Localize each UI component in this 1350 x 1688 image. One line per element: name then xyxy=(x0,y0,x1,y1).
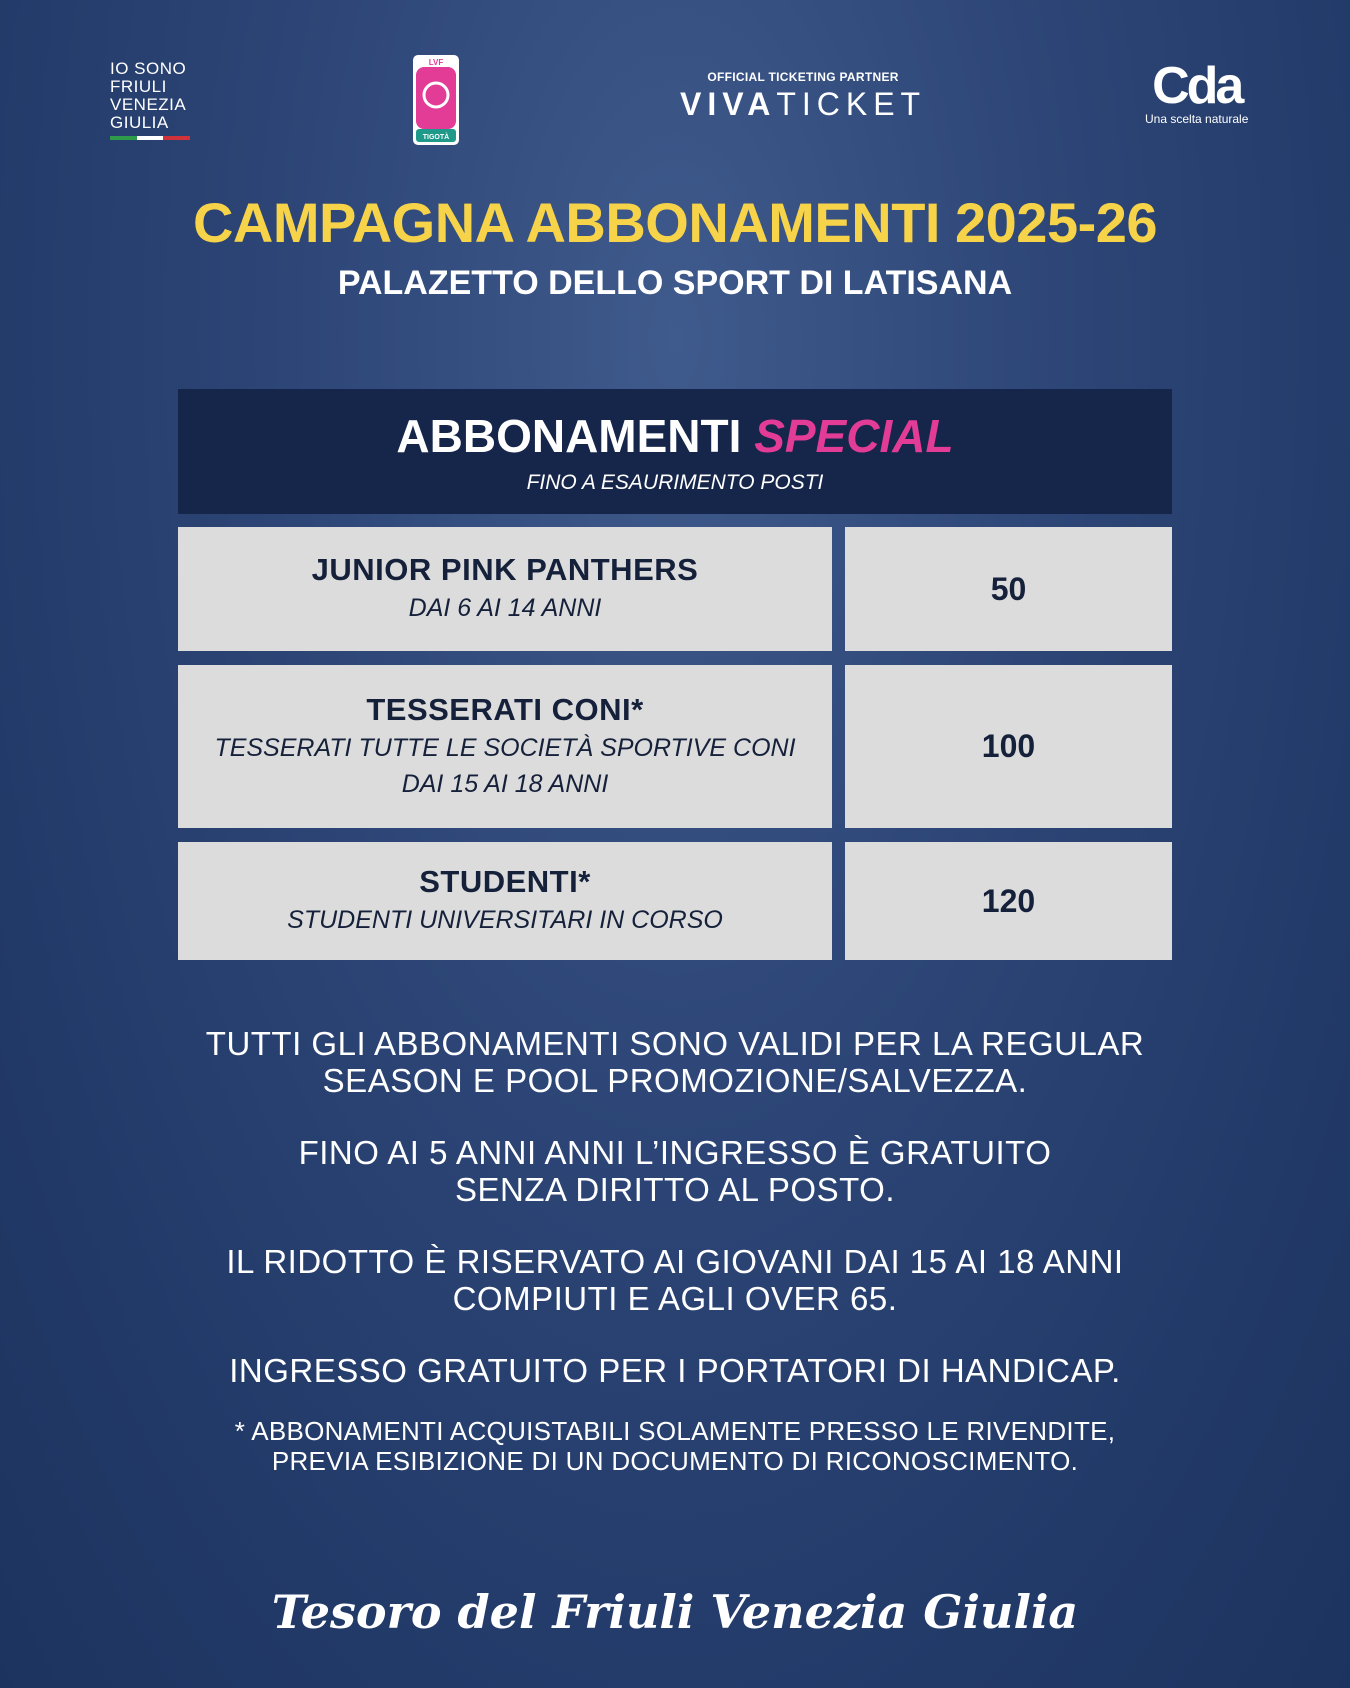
note-line: COMPIUTI E AGLI OVER 65. xyxy=(452,1280,898,1317)
note-reduced xyxy=(0,1243,1350,1317)
vivaticket-logo xyxy=(680,70,926,123)
cda-mark: Cda xyxy=(1152,57,1242,115)
lvf-logo-bottom: TIGOTÀ xyxy=(422,134,450,141)
row-price: 50 xyxy=(845,527,1172,651)
logo-bar xyxy=(0,0,1350,150)
italian-flag-stripe xyxy=(110,136,190,140)
friuli-logo-line: VENEZIA xyxy=(110,95,187,114)
lvf-logo xyxy=(413,55,459,145)
note-validity xyxy=(0,1025,1350,1099)
table-heading-sub: FINO A ESAURIMENTO POSTI xyxy=(526,471,824,494)
row-desc: DAI 6 AI 14 ANNI xyxy=(408,594,602,622)
note-line: FINO AI 5 ANNI ANNI L’INGRESSO È GRATUITO xyxy=(298,1134,1052,1171)
friuli-logo-line: FRIULI xyxy=(110,77,167,96)
table-heading-accent: SPECIAL xyxy=(754,410,954,462)
row-desc: TESSERATI TUTTE LE SOCIETÀ SPORTIVE CONI xyxy=(214,733,796,762)
vivaticket-wordmark xyxy=(680,86,926,123)
notes xyxy=(0,1025,1350,1476)
lvf-logo-top: LVF xyxy=(428,58,444,67)
note-handicap xyxy=(0,1352,1350,1389)
row-name: TESSERATI CONI* xyxy=(366,691,644,727)
footer-slogan: Tesoro del Friuli Venezia Giulia xyxy=(271,1585,1079,1639)
table-row-junior xyxy=(178,527,832,651)
cda-tagline: Una scelta naturale xyxy=(1145,112,1249,126)
row-price: 100 xyxy=(845,665,1172,828)
note-free-under5 xyxy=(0,1134,1350,1208)
note-line: TUTTI GLI ABBONAMENTI SONO VALIDI PER LA REGULAR xyxy=(205,1025,1145,1062)
vivaticket-rest: TICKET xyxy=(776,86,927,122)
row-desc: DAI 15 AI 18 ANNI xyxy=(401,769,609,798)
table-heading-title xyxy=(178,409,1172,463)
table-row-studenti xyxy=(178,842,832,960)
vivaticket-bold: VIVA xyxy=(680,86,777,122)
row-name: JUNIOR PINK PANTHERS xyxy=(311,552,699,587)
friuli-logo-line: IO SONO xyxy=(110,59,187,78)
note-line: SENZA DIRITTO AL POSTO. xyxy=(454,1171,895,1208)
vivaticket-caption: OFFICIAL TICKETING PARTNER xyxy=(707,70,899,84)
friuli-logo-line: GIULIA xyxy=(110,113,169,132)
page-title: CAMPAGNA ABBONAMENTI 2025-26 xyxy=(192,191,1158,254)
note-line: IL RIDOTTO È RISERVATO AI GIOVANI DAI 15 AI 18 ANNI xyxy=(226,1243,1124,1280)
footnote xyxy=(0,1416,1350,1476)
table-heading-main: ABBONAMENTI xyxy=(396,410,742,462)
table-row-coni xyxy=(178,665,832,828)
footnote-line: PREVIA ESIBIZIONE DI UN DOCUMENTO DI RICONOSCIMENTO. xyxy=(271,1446,1079,1476)
footnote-line: * ABBONAMENTI ACQUISTABILI SOLAMENTE PRESSO LE RIVENDITE, xyxy=(234,1416,1116,1446)
page-subtitle: PALAZETTO DELLO SPORT DI LATISANA xyxy=(337,264,1013,302)
friuli-logo xyxy=(110,60,190,140)
cda-logo xyxy=(1145,57,1249,126)
row-desc: STUDENTI UNIVERSITARI IN CORSO xyxy=(287,906,723,934)
table-heading xyxy=(178,389,1172,514)
row-price: 120 xyxy=(845,842,1172,960)
note-line: INGRESSO GRATUITO PER I PORTATORI DI HANDICAP. xyxy=(229,1352,1121,1389)
row-name: STUDENTI* xyxy=(419,864,591,899)
note-line: SEASON E POOL PROMOZIONE/SALVEZZA. xyxy=(322,1062,1028,1099)
